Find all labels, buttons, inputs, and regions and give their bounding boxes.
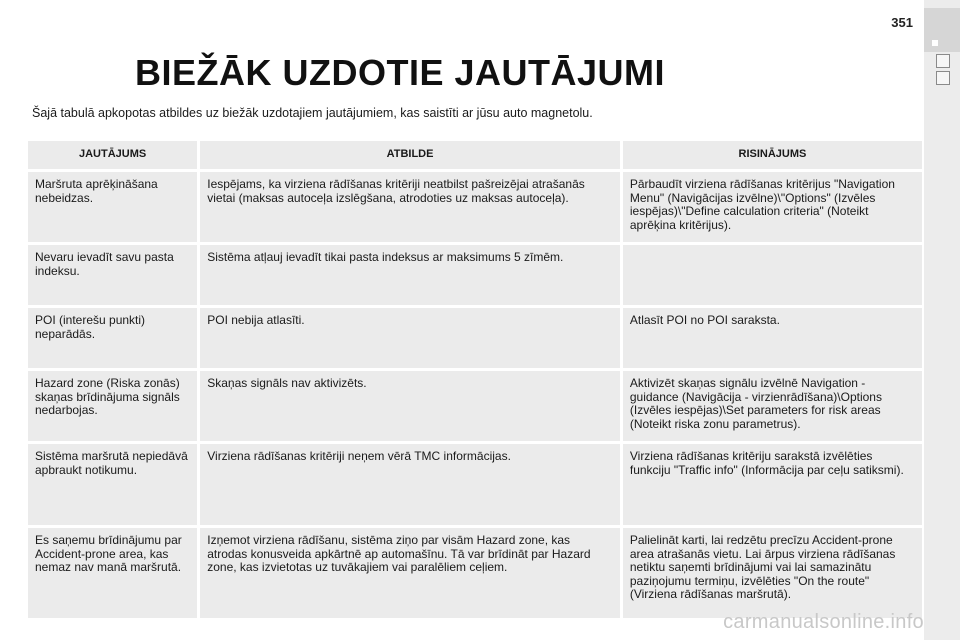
page-side-strip — [924, 0, 960, 640]
table-row — [28, 371, 922, 441]
answer-cell: Iespējams, ka virziena rādīšanas kritēriji neatbilst pašreizējai atrašanās vietai (maksas autoceļa izslēgšana, atrodoties uz maksas autoceļa). — [200, 172, 620, 242]
table-header-row — [28, 141, 922, 169]
intro-text: Šajā tabulā apkopotas atbildes uz biežāk uzdotajiem jautājumiem, kas saistīti ar jūsu auto magnetolu. — [32, 106, 593, 120]
watermark-text: carmanualsonline.info — [723, 611, 924, 633]
header-question: JAUTĀJUMS — [28, 141, 197, 169]
question-cell: Sistēma maršrutā nepiedāvā apbraukt notikumu. — [28, 444, 197, 525]
question-cell: POI (interešu punkti) neparādās. — [28, 308, 197, 368]
solution-cell: Palielināt karti, lai redzētu precīzu Accident-prone area atrašanās vietu. Lai ārpus virziena rādīšanas netiktu saņemti brīdinājumi vai lai samazinātu paziņojumu termiņu, izvēlēties "On the route" (Virziena rādīšanas maršrutā). — [623, 528, 922, 618]
index-box-1 — [936, 54, 950, 68]
table-row — [28, 308, 922, 368]
header-solution: RISINĀJUMS — [623, 141, 922, 169]
chapter-tab — [924, 8, 960, 52]
question-cell: Maršruta aprēķināšana nebeidzas. — [28, 172, 197, 242]
faq-table — [25, 138, 925, 621]
answer-cell: Skaņas signāls nav aktivizēts. — [200, 371, 620, 441]
question-cell: Hazard zone (Riska zonās) skaņas brīdinājuma signāls nedarbojas. — [28, 371, 197, 441]
table-row — [28, 172, 922, 242]
answer-cell: Virziena rādīšanas kritēriji neņem vērā TMC informācijas. — [200, 444, 620, 525]
solution-cell: Atlasīt POI no POI saraksta. — [623, 308, 922, 368]
table-row — [28, 528, 922, 618]
page-number: 351 — [891, 15, 913, 30]
header-answer: ATBILDE — [200, 141, 620, 169]
question-cell: Es saņemu brīdinājumu par Accident-prone area, kas nemaz nav manā maršrutā. — [28, 528, 197, 618]
table-row — [28, 245, 922, 305]
solution-cell — [623, 245, 922, 305]
table-row — [28, 444, 922, 525]
chapter-tab-mark — [932, 40, 938, 46]
solution-cell: Virziena rādīšanas kritēriju sarakstā izvēlēties funkciju "Traffic info" (Informācija par ceļu satiksmi). — [623, 444, 922, 525]
answer-cell: POI nebija atlasīti. — [200, 308, 620, 368]
page-title: BIEŽĀK UZDOTIE JAUTĀJUMI — [135, 52, 666, 93]
solution-cell: Pārbaudīt virziena rādīšanas kritērijus "Navigation Menu" (Navigācijas izvēlne)\"Options" (Izvēles iespējas)\"Define calculation criteria" (Noteikt aprēķina kritērijus). — [623, 172, 922, 242]
answer-cell: Izņemot virziena rādīšanu, sistēma ziņo par visām Hazard zone, kas atrodas konusveida apkārtnē ap automašīnu. Tā var brīdināt par Hazard zone, kas izvietotas uz tuvākajiem vai paralēliem ceļiem. — [200, 528, 620, 618]
index-box-2 — [936, 71, 950, 85]
answer-cell: Sistēma atļauj ievadīt tikai pasta indeksus ar maksimums 5 zīmēm. — [200, 245, 620, 305]
solution-cell: Aktivizēt skaņas signālu izvēlnē Navigation - guidance (Navigācija - virzienrādīšana)\Options (Izvēles iespējas)\Set parameters for risk areas (Noteikt riska zonu parametrus). — [623, 371, 922, 441]
question-cell: Nevaru ievadīt savu pasta indeksu. — [28, 245, 197, 305]
